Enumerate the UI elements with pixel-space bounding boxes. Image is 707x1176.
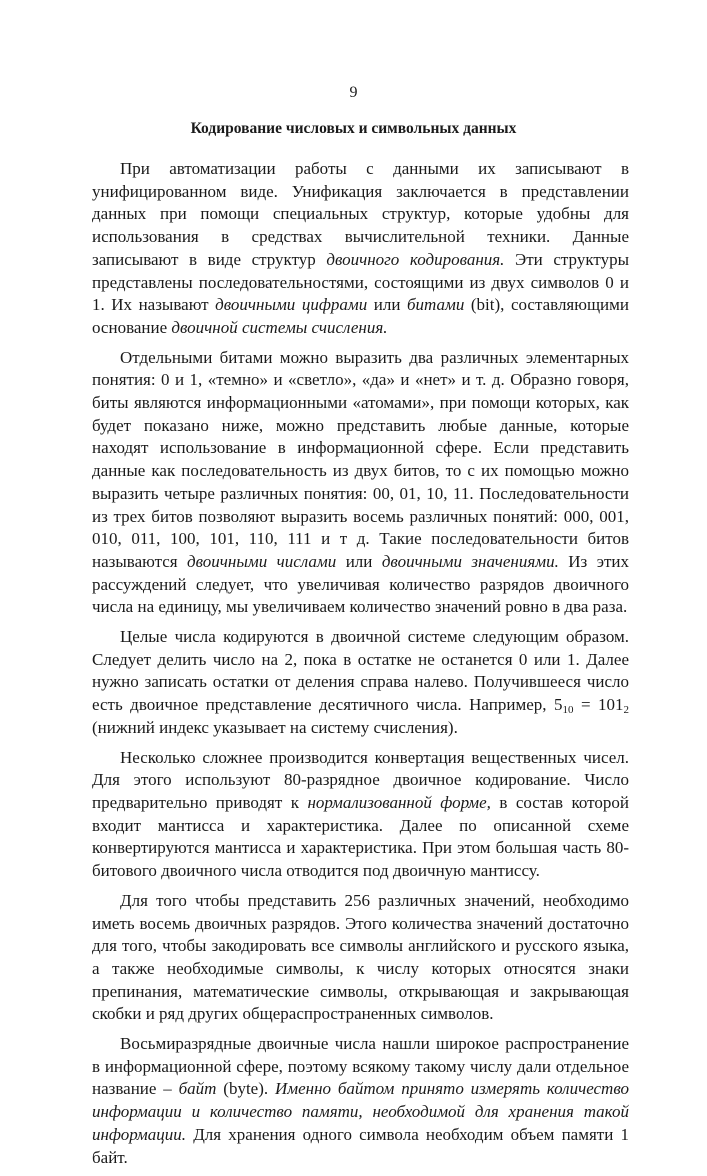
text-run: или xyxy=(367,295,407,315)
text-run: При автоматизации работы с данными их записывают в унифицированном виде. Унификация заключается в представлении данных при помощи специальных структур, которые удобны для использования в средствах вычислительной техники. Данные записывают в виде структур xyxy=(92,159,629,269)
italic-term: двоичными цифрами xyxy=(215,295,368,315)
italic-term: двоичного кодирования. xyxy=(326,249,505,269)
paragraph-3 xyxy=(92,626,629,740)
text-run: (нижний индекс указывает на систему счисления). xyxy=(92,717,458,737)
paragraph-1 xyxy=(92,158,629,340)
italic-term: байт xyxy=(178,1079,217,1099)
text-run: Несколько сложнее производится конвертация вещественных чисел. Для этого используют 80-разрядное двоичное кодирование. Число предварительно приводят к xyxy=(92,747,629,812)
text-run: или xyxy=(336,551,382,571)
section-heading: Кодирование числовых и символьных данных xyxy=(190,120,517,137)
paragraph-4 xyxy=(92,747,629,883)
body-text xyxy=(92,158,629,1176)
italic-term: нормализованной форме, xyxy=(307,792,491,812)
paragraph-2 xyxy=(92,347,629,619)
subscript-base: 2 xyxy=(623,704,629,717)
subscript-base: 10 xyxy=(562,704,574,717)
italic-term: двоичными числами xyxy=(187,551,337,571)
paragraph-6 xyxy=(92,1033,629,1169)
paragraph-5 xyxy=(92,890,629,1026)
text-run: в состав которой входит мантисса и характеристика. Далее по описанной схеме конвертируются мантисса и характеристика. При этом большая часть 80-битового двоичного числа отводится под двоичную мантиссу. xyxy=(92,792,629,881)
text-run: Из этих рассуждений следует, что увеличивая количество разрядов двоичного числа на единицу, мы увеличиваем количество значений ровно в два раза. xyxy=(92,551,630,617)
italic-term: Именно байтом принято измерять количество информации и количество памяти, необходимой для хранения такой информации. xyxy=(92,1079,629,1144)
text-run: Для хранения одного символа необходим объем памяти 1 байт. xyxy=(92,1124,629,1167)
text-run: Отдельными битами можно выразить два различных элементарных понятия: 0 и 1, «темно» и «светло», «да» и «нет» и т. д. Образно говоря, биты являются информационными «атомами», при помощи которых, как будет показано ниже, можно представить любые данные, которые находят использование в информационной сфере. Если представить данные как последовательность из двух битов, то с их помощью можно выразить четыре различных понятия: 00, 01, 10, 11. Последовательности из трех битов позволяют выразить восемь различных понятий: 000, 001, 010, 011, 100, 101, 110, 111 и т д. Такие последовательности битов называются xyxy=(92,347,629,571)
italic-term: двоичными значениями. xyxy=(381,551,559,571)
text-run: Эти структуры представлены последовательностями, состоящими из двух символов 0 и 1. Их называют xyxy=(92,249,629,315)
text-run: = 101 xyxy=(573,695,624,715)
text-run: Для того чтобы представить 256 различных значений, необходимо иметь восемь двоичных разрядов. Этого количества значений достаточно для того, чтобы закодировать все символы английского и русского языка, а также необходимые символы, к числу которых относятся знаки препинания, математические символы, открывающая и закрывающая скобки и ряд других общераспространенных символов. xyxy=(92,890,629,1024)
text-run: Восьмиразрядные двоичные числа нашли широкое распространение в информационной сфере, поэтому всякому такому числу дали отдельное название – xyxy=(92,1034,629,1099)
italic-term: двоичной системы счисления. xyxy=(171,317,388,337)
italic-term: битами xyxy=(406,295,465,315)
text-run: (byte). xyxy=(216,1079,275,1099)
text-run: (bit), составляющими основание xyxy=(92,295,629,337)
page-number: 9 xyxy=(349,84,358,101)
text-run: Целые числа кодируются в двоичной системе следующим образом. Следует делить число на 2, пока в остатке не останется 0 или 1. Далее нужно записать остатки от деления справа налево. Получившееся число есть двоичное представление десятичного числа. Например, 5 xyxy=(92,627,629,715)
